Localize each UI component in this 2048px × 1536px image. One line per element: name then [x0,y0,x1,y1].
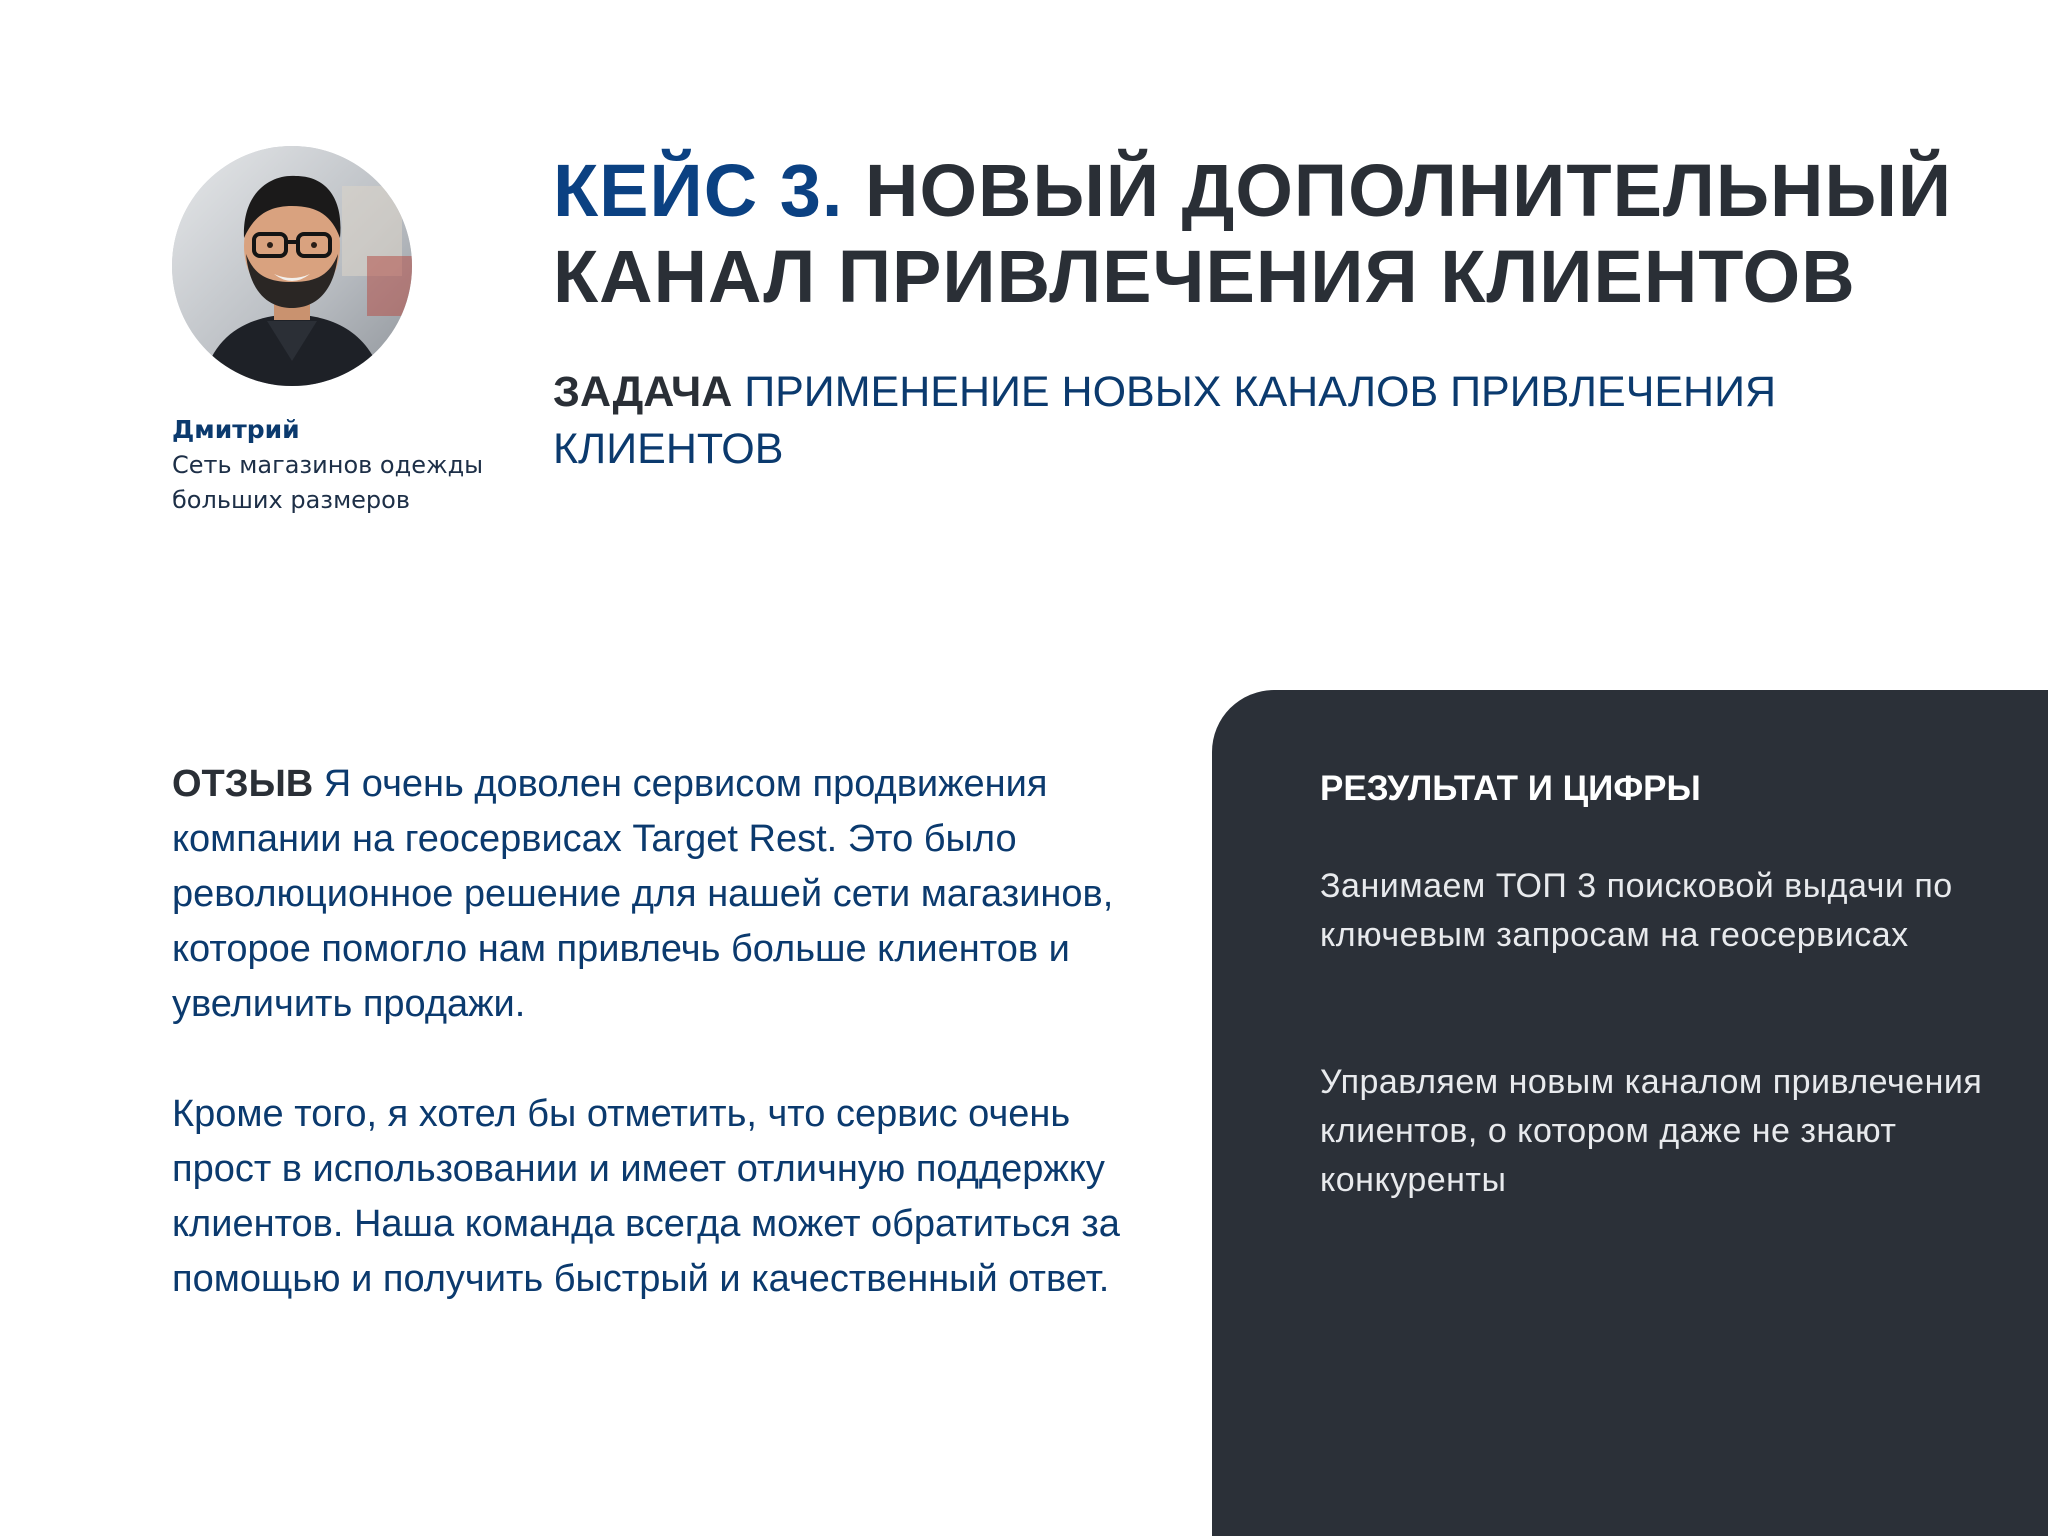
results-item: Занимаем ТОП 3 поисковой выдачи по ключевым запросам на геосервисах [1320,867,1953,954]
person-info [172,412,512,518]
review-paragraph-1 [172,757,1162,1032]
results-title: РЕЗУЛЬТАТ И ЦИФРЫ [1320,769,1701,808]
case-title: НОВЫЙ ДОПОЛНИТЕЛЬНЫЙ КАНАЛ ПРИВЛЕЧЕНИЯ КЛИЕНТОВ [553,149,1953,318]
results-item: Управляем новым каналом привлечения клиентов, о котором даже не знают конкуренты [1320,1063,1983,1199]
review-label: ОТЗЫВ [172,763,314,805]
review-text-1: Я очень доволен сервисом продвижения компании на геосервисах Target Rest. Это было революционное решение для нашей сети магазинов, которое помогло нам привлечь больше клиентов и увеличить продажи. [172,763,1114,1025]
review-paragraph-2: Кроме того, я хотел бы отметить, что сервис очень прост в использовании и имеет отличную поддержку клиентов. Наша команда всегда может обратиться за помощью и получить быстрый и качественный ответ. [172,1093,1120,1300]
task-text: ПРИМЕНЕНИЕ НОВЫХ КАНАЛОВ ПРИВЛЕЧЕНИЯ КЛИЕНТОВ [553,368,1777,473]
review-block [172,757,1162,1362]
results-panel [1212,690,2048,1536]
case-number: КЕЙС 3. [553,149,844,232]
task-label: ЗАДАЧА [553,368,733,416]
avatar [172,146,412,386]
page-title [553,148,1993,320]
task-block [553,364,1853,478]
person-name: Дмитрий [172,415,300,444]
person-company: Сеть магазинов одежды больших размеров [172,451,484,514]
